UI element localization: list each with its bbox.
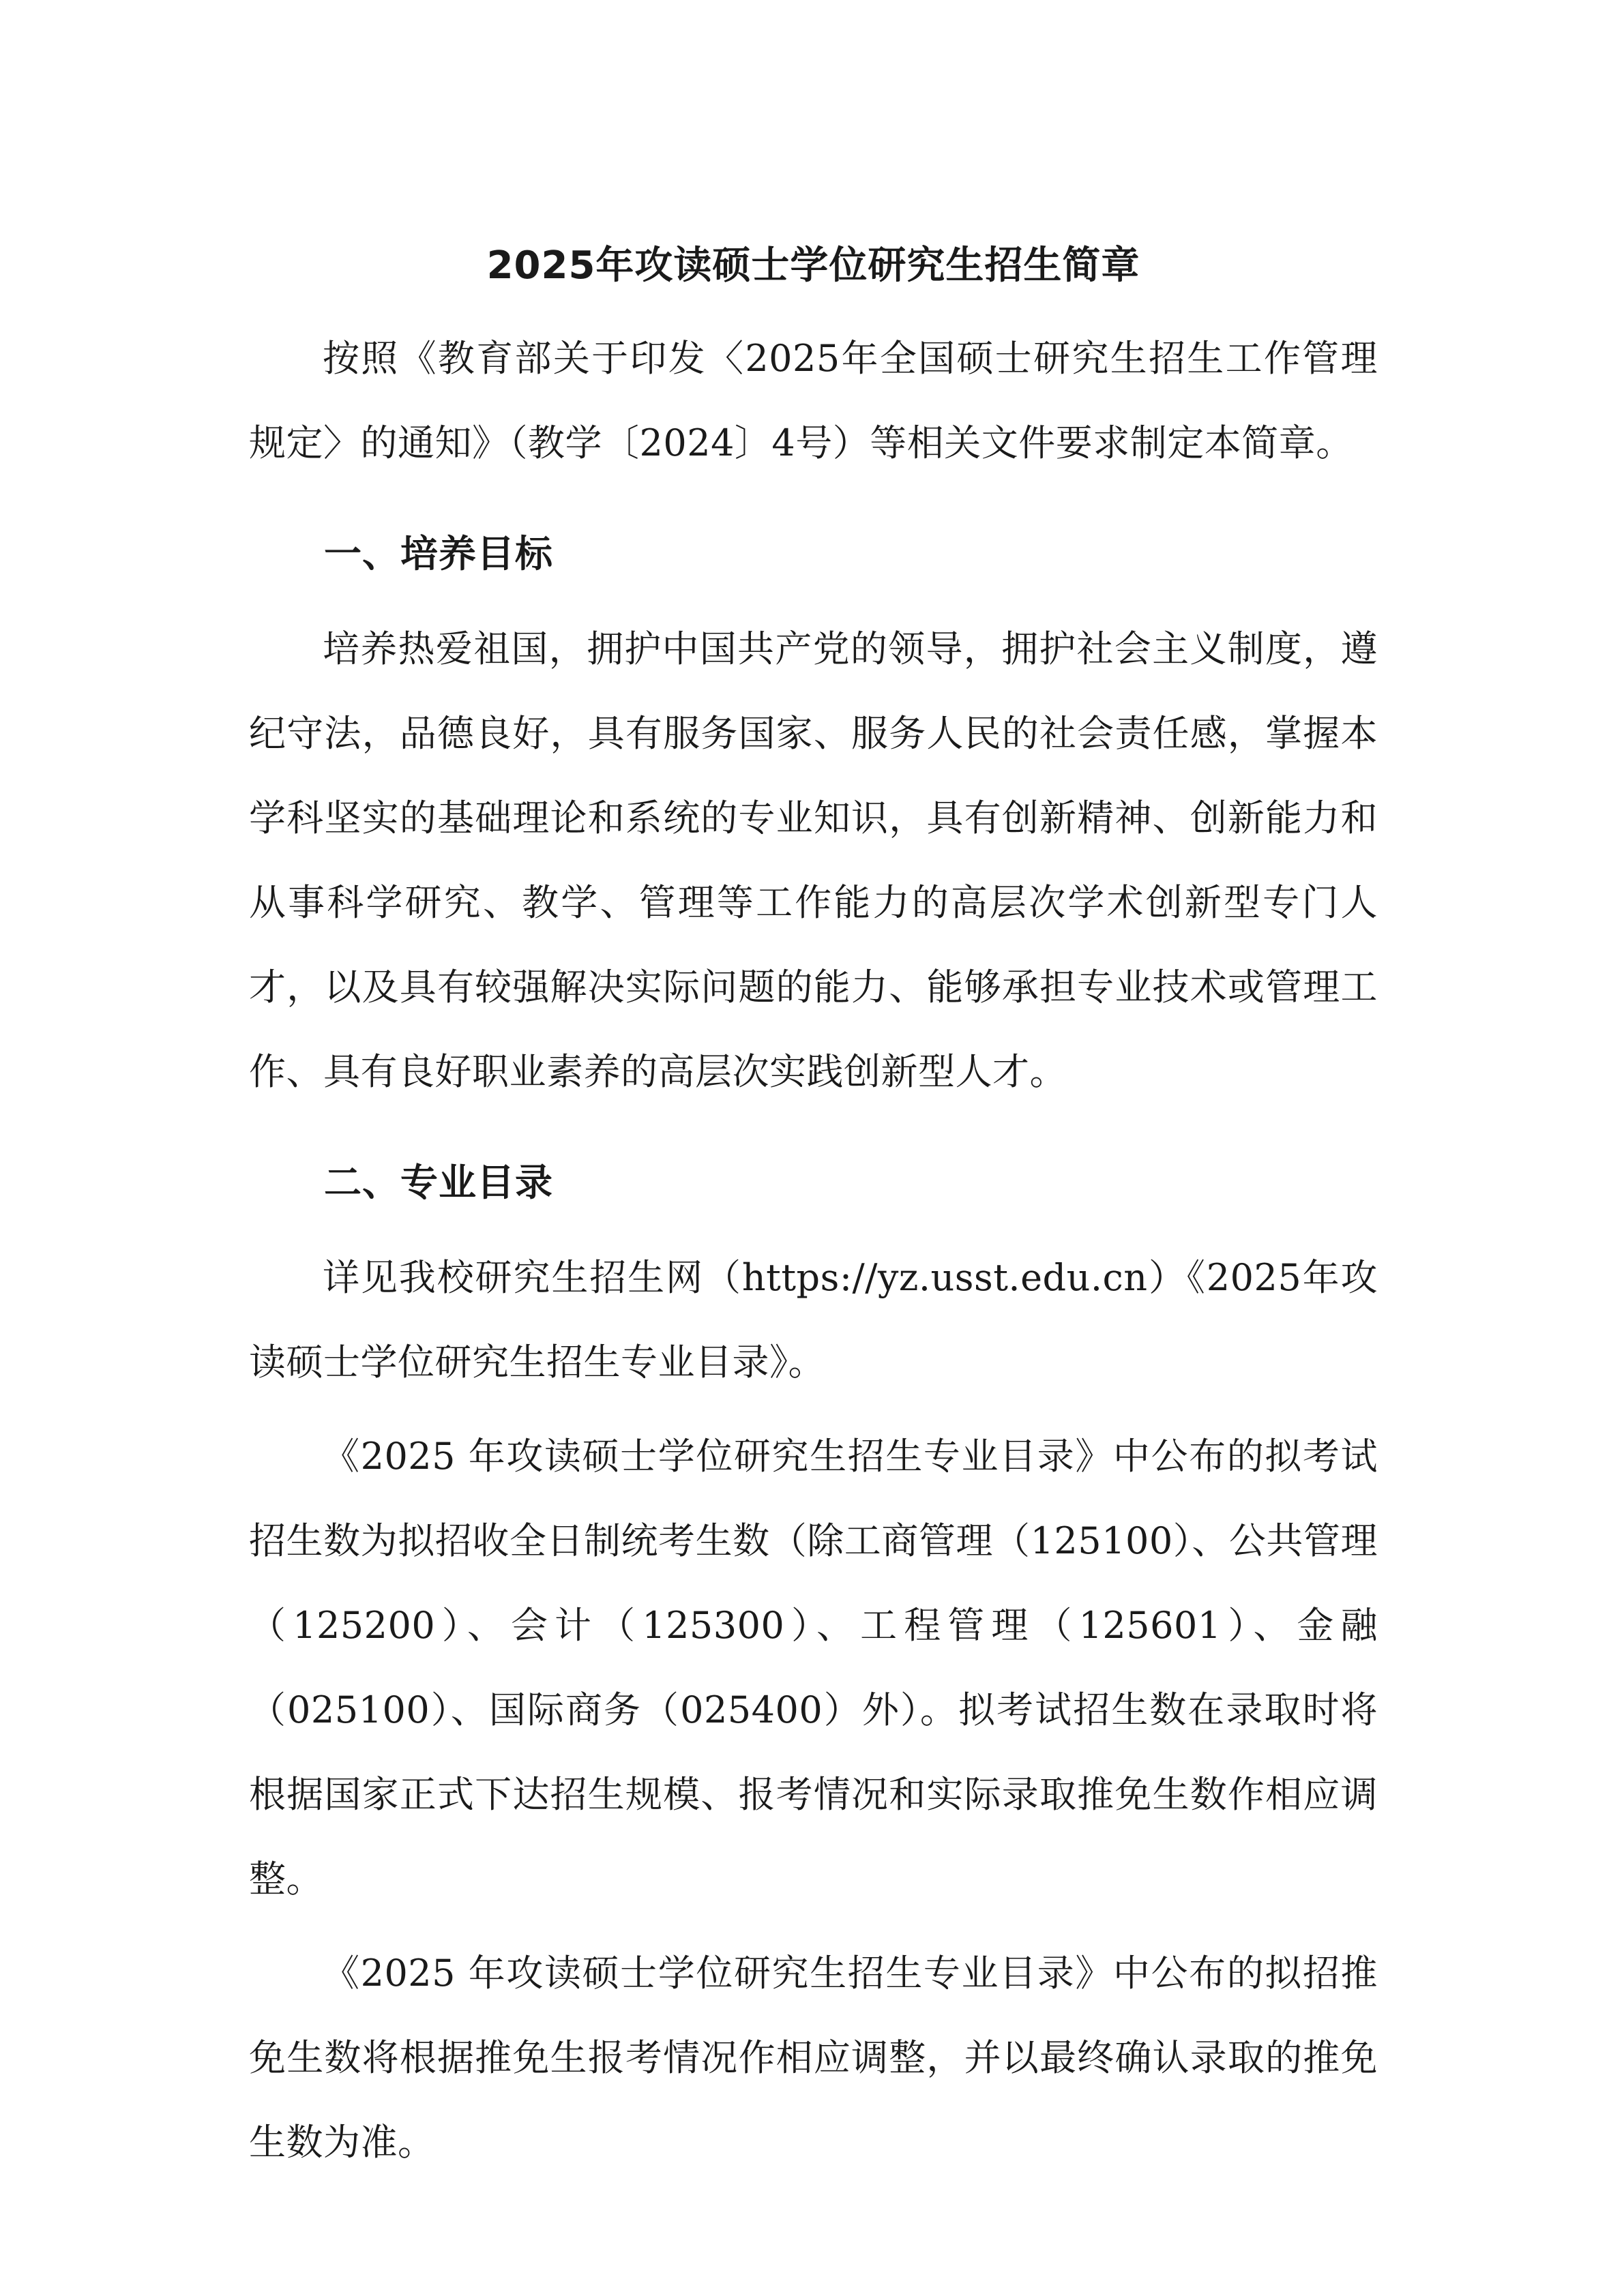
training-goals-paragraph: 培养热爱祖国，拥护中国共产党的领导，拥护社会主义制度，遵纪守法，品德良好，具有服务国家、服务人民的社会责任感，掌握本学科坚实的基础理论和系统的专业知识，具有创新精神、创新能力和从事科学研究、教学、管理等工作能力的高层次学术创新型专门人才，以及具有较强解决实际问题的能力、能够承担专业技术或管理工作、具有良好职业素养的高层次实践创新型人才。 [249,627,1378,1093]
catalog-paragraph-website: 详见我校研究生招生网（https://yz.usst.edu.cn）《2025年攻读硕士学位研究生招生专业目录》。 [249,1256,1378,1384]
section-heading-major-catalog: 二、专业目录 [324,1161,554,1204]
document-title: 2025年攻读硕士学位研究生招生简章 [486,243,1140,288]
document-body [249,225,1378,2185]
section-heading-training-goals: 一、培养目标 [324,532,554,576]
catalog-paragraph-exam-quota: 《2025 年攻读硕士学位研究生招生专业目录》中公布的拟考试招生数为拟招收全日制统考生数（除工商管理（125100）、公共管理（125200）、会计（125300）、工程管理（125601）、金融（025100）、国际商务（025400）外）。拟考试招生数在录取时将根据国家正式下达招生规模、报考情况和实际录取推免生数作相应调整。 [249,1435,1378,1900]
intro-paragraph: 按照《教育部关于印发〈2025年全国硕士研究生招生工作管理规定〉的通知》（教学〔2024〕4号）等相关文件要求制定本简章。 [249,337,1378,464]
catalog-paragraph-recommended-quota: 《2025 年攻读硕士学位研究生招生专业目录》中公布的拟招推免生数将根据推免生报考情况作相应调整，并以最终确认录取的推免生数为准。 [249,1952,1378,2164]
